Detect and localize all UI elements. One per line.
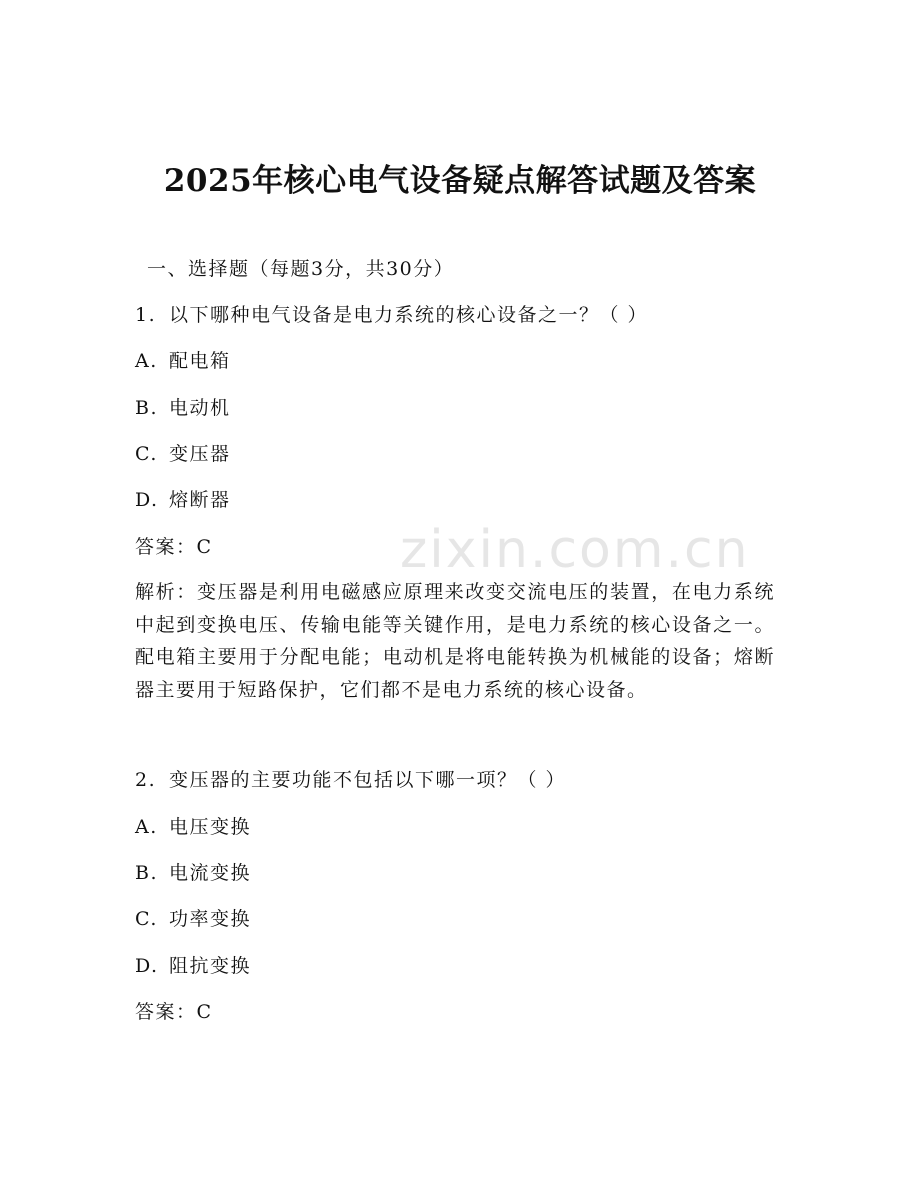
option-letter: A. <box>135 816 158 838</box>
option-text: 配电箱 <box>169 350 231 372</box>
answer-1: 答案：C <box>135 536 213 558</box>
question-1 <box>135 300 648 327</box>
option-c <box>135 439 231 466</box>
question-number: 1. <box>135 304 157 326</box>
option-letter: C. <box>135 443 158 465</box>
option-letter: D. <box>135 489 159 511</box>
option-letter: A. <box>135 350 158 372</box>
option-c <box>135 904 251 931</box>
option-text: 阻抗变换 <box>169 955 252 977</box>
option-letter: C. <box>135 908 158 930</box>
option-d <box>135 485 231 512</box>
option-b <box>135 393 231 420</box>
watermark: zixin.com.cn <box>400 520 750 580</box>
question-text: 变压器的主要功能不包括以下哪一项？（ ） <box>169 769 567 791</box>
option-text: 电压变换 <box>169 816 252 838</box>
option-text: 熔断器 <box>169 489 231 511</box>
option-b <box>135 858 251 885</box>
option-d <box>135 951 251 978</box>
option-a <box>135 346 231 373</box>
option-letter: B. <box>135 862 159 884</box>
option-letter: D. <box>135 955 159 977</box>
explanation-1: 解析：变压器是利用电磁感应原理来改变交流电压的装置，在电力系统中起到变换电压、传输电能等关键作用，是电力系统的核心设备之一。配电箱主要用于分配电能；电动机是将电能转换为机械能的设备；熔断器主要用于短路保护，它们都不是电力系统的核心设备。 <box>135 581 775 701</box>
question-number: 2. <box>135 769 157 791</box>
option-text: 电动机 <box>169 397 231 419</box>
section-heading: 一、选择题（每题3分，共30分） <box>147 258 455 280</box>
option-a <box>135 812 251 839</box>
question-2 <box>135 765 566 792</box>
option-letter: B. <box>135 397 159 419</box>
option-text: 功率变换 <box>169 908 252 930</box>
document-title: 2025年核心电气设备疑点解答试题及答案 <box>163 163 757 199</box>
option-text: 电流变换 <box>169 862 252 884</box>
answer-2: 答案：C <box>135 1001 213 1023</box>
option-text: 变压器 <box>169 443 231 465</box>
question-text: 以下哪种电气设备是电力系统的核心设备之一？（ ） <box>169 304 649 326</box>
